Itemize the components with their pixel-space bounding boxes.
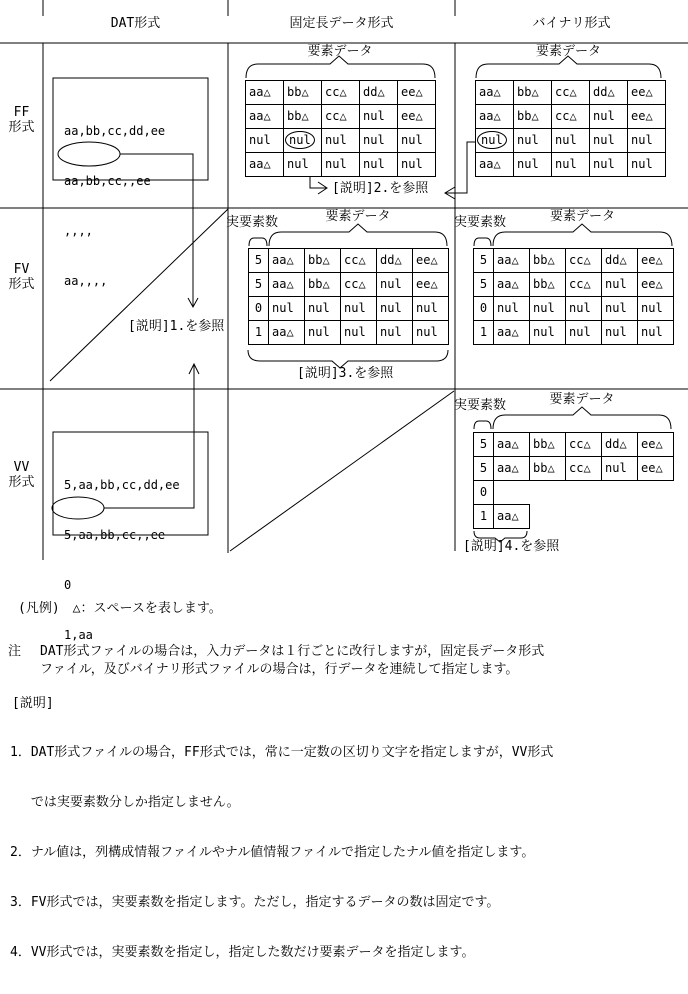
- element-data-label-fv-fixed: 要素データ: [325, 209, 391, 224]
- table-row: [473, 320, 674, 345]
- table-cell: nul: [529, 296, 566, 321]
- col-header-fixed: 固定長データ形式: [289, 16, 394, 31]
- table-cell: aa△: [475, 80, 514, 105]
- table-cell: aa△: [245, 104, 284, 129]
- table-cell: bb△: [283, 80, 322, 105]
- table-cell: cc△: [340, 248, 377, 273]
- element-data-label-fv-binary: 要素データ: [549, 209, 615, 224]
- table-cell: nul: [565, 296, 602, 321]
- table-cell: ee△: [637, 456, 674, 481]
- note-line1: DAT形式ファイルの場合は，入力データは１行ごとに改行しますが，固定長データ形式: [40, 644, 545, 659]
- table-row: [248, 320, 449, 345]
- table-cell: ee△: [637, 272, 674, 297]
- table-cell: nul: [551, 152, 590, 177]
- table-cell: cc△: [340, 272, 377, 297]
- explanation-item: 2．ナル値は，列構成情報ファイルやナル値情報ファイルで指定したナル値を指定します。: [10, 845, 535, 860]
- ref2-text: [説明]2.を参照: [332, 181, 429, 196]
- table-row: [245, 80, 436, 105]
- table-cell: nul: [637, 296, 674, 321]
- table-cell: nul: [493, 296, 530, 321]
- table-cell: nul: [601, 320, 638, 345]
- ref3-text: [説明]3.を参照: [297, 366, 394, 381]
- table-row: [473, 504, 674, 529]
- table-cell: cc△: [551, 80, 590, 105]
- row-label-vv: [0, 460, 43, 490]
- explanation-title: [説明]: [12, 696, 54, 711]
- table-cell: bb△: [529, 432, 566, 457]
- table-cell: nul: [359, 128, 398, 153]
- table-cell: nul: [268, 296, 305, 321]
- table-cell: nul: [589, 152, 628, 177]
- explanation-list: [10, 712, 553, 994]
- brace-count-fv-binary: [474, 238, 491, 246]
- connector-binary-nul-to-ref2: [446, 142, 475, 193]
- brace-count-vv-binary: [474, 421, 491, 429]
- table-cell: bb△: [283, 104, 322, 129]
- table-cell: 5: [473, 272, 494, 297]
- table-cell: nul: [321, 152, 360, 177]
- table-cell: 5: [473, 248, 494, 273]
- table-cell: nul: [359, 104, 398, 129]
- vv-dat-line: 5,aa,bb,cc,,ee: [64, 528, 166, 542]
- ff-dat-lines: [64, 90, 165, 322]
- brace-fv-binary: [493, 224, 672, 246]
- explanation-item: 1．DAT形式ファイルの場合，FF形式では，常に一定数の区切り文字を指定しますが，VV形式: [10, 745, 554, 760]
- ff-binary-table: [475, 80, 666, 177]
- table-cell: cc△: [565, 456, 602, 481]
- note-label: 注: [8, 644, 22, 659]
- table-cell: nul: [412, 320, 449, 345]
- table-cell: ee△: [412, 248, 449, 273]
- table-cell: nul: [513, 128, 552, 153]
- table-row: [473, 432, 674, 457]
- table-cell: aa△: [268, 320, 305, 345]
- explanation-item: 3．FV形式では，実要素数を指定します。ただし，指定するデータの数は固定です。: [10, 895, 500, 910]
- table-row: [248, 296, 449, 321]
- table-cell: 0: [248, 296, 269, 321]
- vv-dat-line: 1,aa: [64, 628, 93, 642]
- table-cell: nul: [513, 152, 552, 177]
- table-cell: 1: [473, 504, 494, 529]
- table-cell: aa△: [475, 104, 514, 129]
- table-cell: nul: [376, 296, 413, 321]
- table-cell: [283, 128, 322, 153]
- table-cell: aa△: [245, 152, 284, 177]
- table-cell: cc△: [565, 272, 602, 297]
- table-cell: dd△: [601, 248, 638, 273]
- table-cell: bb△: [513, 104, 552, 129]
- explanation-item: では実要素数分しか指定しません。: [10, 795, 240, 810]
- table-cell: dd△: [589, 80, 628, 105]
- element-data-label-ff-binary: 要素データ: [535, 44, 601, 59]
- table-row: [473, 456, 674, 481]
- table-cell: 0: [473, 296, 494, 321]
- table-cell: bb△: [304, 272, 341, 297]
- row-label-ff-line2: 形式: [8, 120, 35, 135]
- table-row: [473, 296, 674, 321]
- table-cell: aa△: [245, 80, 284, 105]
- table-cell: ee△: [412, 272, 449, 297]
- table-row: [475, 104, 666, 129]
- row-label-fv-line1: FV: [13, 262, 30, 277]
- table-cell: nul: [340, 320, 377, 345]
- element-data-label-ff-fixed: 要素データ: [307, 44, 373, 59]
- table-cell: cc△: [565, 248, 602, 273]
- table-cell: nul: [565, 320, 602, 345]
- explanation-item: 4．VV形式では，実要素数を指定し，指定した数だけ要素データを指定します。: [10, 945, 475, 960]
- table-cell: 5: [248, 272, 269, 297]
- circled-value: nul: [477, 131, 507, 149]
- table-cell: nul: [397, 128, 436, 153]
- table-cell: nul: [245, 128, 284, 153]
- table-cell: nul: [601, 272, 638, 297]
- table-row: [473, 272, 674, 297]
- table-cell: aa△: [493, 504, 530, 529]
- table-row: [473, 248, 674, 273]
- table-cell: nul: [601, 296, 638, 321]
- table-cell: aa△: [493, 248, 530, 273]
- ref4-text: [説明]4.を参照: [463, 539, 560, 554]
- table-cell: nul: [551, 128, 590, 153]
- table-cell: nul: [627, 152, 666, 177]
- table-cell: nul: [340, 296, 377, 321]
- brace-vv-binary: [493, 407, 671, 429]
- table-cell: 5: [248, 248, 269, 273]
- table-cell: [475, 128, 514, 153]
- table-cell: dd△: [376, 248, 413, 273]
- table-cell: nul: [412, 296, 449, 321]
- note-line2: ファイル，及びバイナリ形式ファイルの場合は，行データを連続して指定します。: [40, 662, 519, 677]
- ff-dat-line: aa,bb,cc,,ee: [64, 174, 151, 188]
- table-cell: aa△: [493, 456, 530, 481]
- row-label-fv: [0, 262, 43, 292]
- table-cell: bb△: [304, 248, 341, 273]
- vv-dat-line: 0: [64, 578, 72, 592]
- table-cell: ee△: [627, 80, 666, 105]
- table-cell: ee△: [397, 104, 436, 129]
- table-cell: cc△: [321, 104, 360, 129]
- fv-binary-table: [473, 248, 674, 345]
- table-cell: 1: [248, 320, 269, 345]
- table-cell: nul: [627, 128, 666, 153]
- row-label-ff-line1: FF: [13, 105, 30, 120]
- table-row: [245, 104, 436, 129]
- table-cell: aa△: [493, 320, 530, 345]
- vv-binary-table: [473, 432, 674, 529]
- row-label-fv-line2: 形式: [8, 277, 35, 292]
- ff-dat-line: aa,bb,cc,dd,ee: [64, 124, 166, 138]
- table-cell: bb△: [529, 272, 566, 297]
- table-row: [475, 80, 666, 105]
- table-cell: nul: [283, 152, 322, 177]
- table-cell: 5: [473, 456, 494, 481]
- table-cell: nul: [321, 128, 360, 153]
- table-cell: cc△: [565, 432, 602, 457]
- table-cell: bb△: [529, 456, 566, 481]
- table-cell: nul: [304, 296, 341, 321]
- table-cell: dd△: [601, 432, 638, 457]
- table-cell: ee△: [637, 248, 674, 273]
- table-cell: aa△: [475, 152, 514, 177]
- table-cell: 0: [473, 480, 494, 505]
- row-label-ff: [0, 105, 43, 135]
- actual-count-label-fv-binary: 実要素数: [454, 215, 507, 230]
- table-cell: ee△: [397, 80, 436, 105]
- table-row: [245, 128, 436, 153]
- table-row: [248, 272, 449, 297]
- table-row: [475, 128, 666, 153]
- table-cell: nul: [359, 152, 398, 177]
- col-header-binary: バイナリ形式: [532, 16, 611, 31]
- table-cell: nul: [304, 320, 341, 345]
- table-row: [475, 152, 666, 177]
- table-row: [248, 248, 449, 273]
- table-cell: nul: [601, 456, 638, 481]
- table-cell: ee△: [627, 104, 666, 129]
- vv-dat-line: 5,aa,bb,cc,dd,ee: [64, 478, 180, 492]
- actual-count-label-vv-binary: 実要素数: [454, 398, 507, 413]
- table-cell: aa△: [493, 272, 530, 297]
- ff-dat-line: aa,,,,: [64, 274, 108, 288]
- table-cell: aa△: [493, 432, 530, 457]
- table-cell: cc△: [321, 80, 360, 105]
- table-cell: bb△: [513, 80, 552, 105]
- brace-fv-fixed: [269, 224, 447, 246]
- ref1-text: [説明]1.を参照: [128, 319, 225, 334]
- actual-count-label-fv-fixed: 実要素数: [226, 215, 279, 230]
- ff-dat-line: ,,,,: [64, 224, 93, 238]
- table-cell: nul: [637, 320, 674, 345]
- table-cell: nul: [529, 320, 566, 345]
- table-row: [245, 152, 436, 177]
- table-cell: aa△: [268, 272, 305, 297]
- table-cell: 5: [473, 432, 494, 457]
- table-cell: nul: [376, 320, 413, 345]
- table-cell: nul: [376, 272, 413, 297]
- fv-fixed-table: [248, 248, 449, 345]
- ff-fixed-table: [245, 80, 436, 177]
- element-data-label-vv-binary: 要素データ: [549, 392, 615, 407]
- table-cell: nul: [589, 104, 628, 129]
- table-cell: ee△: [637, 432, 674, 457]
- table-cell: cc△: [551, 104, 590, 129]
- table-cell: nul: [397, 152, 436, 177]
- vv-fixed-diagonal: [230, 391, 454, 551]
- table-row: [473, 480, 674, 505]
- row-label-vv-line1: VV: [13, 460, 30, 475]
- table-cell: 1: [473, 320, 494, 345]
- row-label-vv-line2: 形式: [8, 475, 35, 490]
- legend-text: (凡例) △：スペースを表します。: [18, 601, 222, 616]
- table-cell: dd△: [359, 80, 398, 105]
- vv-dat-lines: [64, 444, 180, 676]
- table-cell: aa△: [268, 248, 305, 273]
- table-cell: nul: [589, 128, 628, 153]
- brace-count-fv-fixed: [249, 238, 267, 246]
- col-header-dat: DAT形式: [110, 16, 161, 31]
- circled-value: nul: [285, 131, 315, 149]
- table-cell: bb△: [529, 248, 566, 273]
